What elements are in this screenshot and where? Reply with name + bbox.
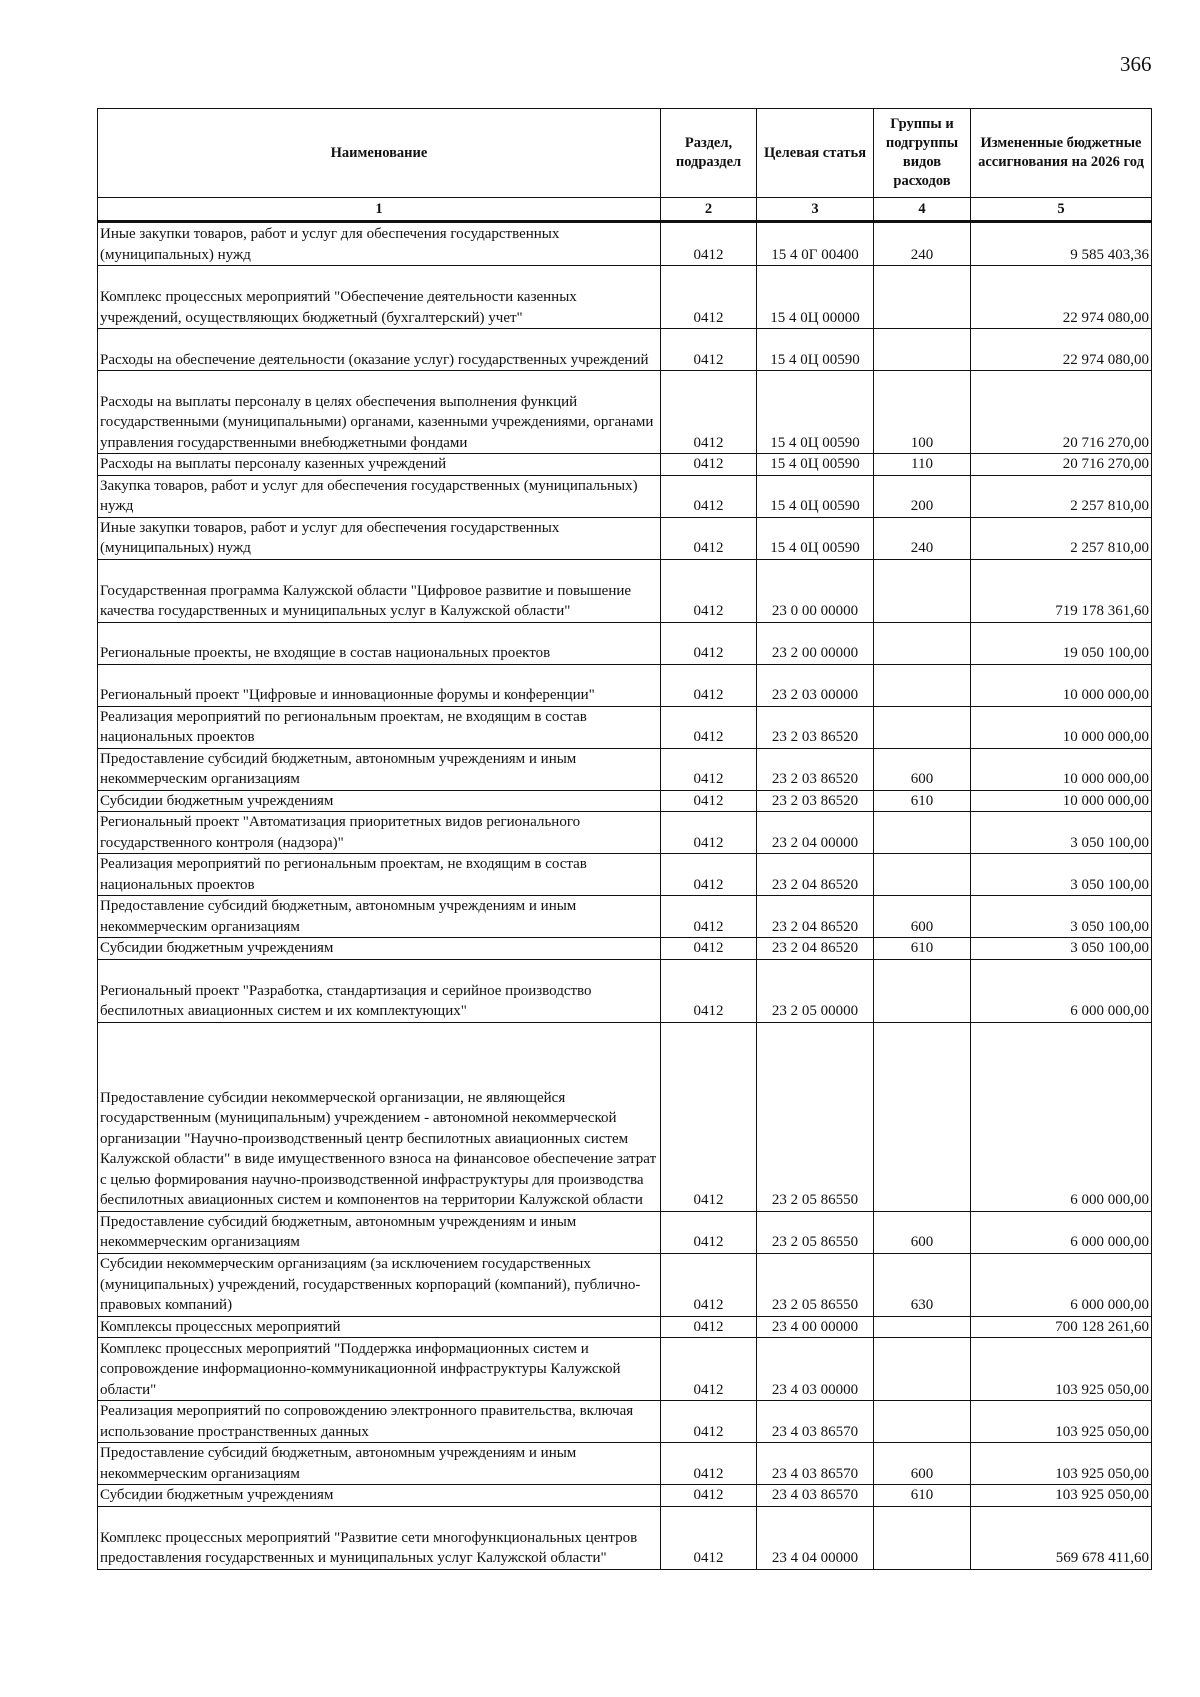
row-amount: 10 000 000,00 xyxy=(971,790,1152,812)
row-section: 0412 xyxy=(661,1443,757,1485)
row-section: 0412 xyxy=(661,622,757,664)
page-number: 366 xyxy=(1120,52,1152,76)
row-name: Реализация мероприятий по региональным проектам, не входящим в состав национальных проектов xyxy=(98,706,661,748)
row-amount: 22 974 080,00 xyxy=(971,266,1152,329)
row-article: 23 2 03 86520 xyxy=(757,790,874,812)
table-row xyxy=(98,790,1152,812)
row-name: Региональный проект "Цифровые и инновационные форумы и конференции" xyxy=(98,664,661,706)
row-article: 23 4 03 86570 xyxy=(757,1485,874,1507)
row-group xyxy=(874,854,971,896)
row-article: 23 0 00 00000 xyxy=(757,559,874,622)
row-group: 110 xyxy=(874,454,971,476)
table-row xyxy=(98,1211,1152,1253)
row-amount: 10 000 000,00 xyxy=(971,664,1152,706)
table-row xyxy=(98,371,1152,454)
row-name: Субсидии бюджетным учреждениям xyxy=(98,938,661,960)
row-article: 23 4 03 86570 xyxy=(757,1401,874,1443)
table-row xyxy=(98,812,1152,854)
row-group xyxy=(874,559,971,622)
row-amount: 103 925 050,00 xyxy=(971,1401,1152,1443)
table-row xyxy=(98,1443,1152,1485)
row-group xyxy=(874,1401,971,1443)
row-amount: 2 257 810,00 xyxy=(971,475,1152,517)
row-amount: 103 925 050,00 xyxy=(971,1443,1152,1485)
row-amount: 3 050 100,00 xyxy=(971,854,1152,896)
row-section: 0412 xyxy=(661,517,757,559)
table-row xyxy=(98,959,1152,1022)
row-amount: 719 178 361,60 xyxy=(971,559,1152,622)
row-group: 630 xyxy=(874,1253,971,1316)
table-row xyxy=(98,1253,1152,1316)
row-article: 15 4 0Ц 00590 xyxy=(757,517,874,559)
row-group xyxy=(874,1506,971,1569)
table-row xyxy=(98,559,1152,622)
header-article: Целевая статья xyxy=(757,109,874,198)
row-name: Расходы на выплаты персоналу казенных учреждений xyxy=(98,454,661,476)
row-group xyxy=(874,266,971,329)
row-amount: 3 050 100,00 xyxy=(971,812,1152,854)
table-row xyxy=(98,1316,1152,1338)
row-name: Закупка товаров, работ и услуг для обеспечения государственных (муниципальных) нужд xyxy=(98,475,661,517)
row-article: 23 2 03 86520 xyxy=(757,706,874,748)
row-name: Предоставление субсидии некоммерческой организации, не являющейся государственным (муниципальным) учреждением - автономной некоммерческой организации "Научно-производственный центр беспилотных авиационных систем Калужской области" в виде имущественного взноса на финансовое обеспечение затрат с целью формирования научно-производственной инфраструктуры для производства беспилотных авиационных систем и компонентов на территории Калужской области xyxy=(98,1022,661,1211)
row-article: 15 4 0Ц 00590 xyxy=(757,454,874,476)
header-row xyxy=(98,109,1152,198)
row-section: 0412 xyxy=(661,1338,757,1401)
row-group xyxy=(874,664,971,706)
row-amount: 19 050 100,00 xyxy=(971,622,1152,664)
row-article: 23 2 03 00000 xyxy=(757,664,874,706)
row-section: 0412 xyxy=(661,559,757,622)
row-amount: 103 925 050,00 xyxy=(971,1338,1152,1401)
table-row xyxy=(98,1022,1152,1211)
row-section: 0412 xyxy=(661,266,757,329)
column-number: 4 xyxy=(874,198,971,222)
row-amount: 20 716 270,00 xyxy=(971,454,1152,476)
table-row xyxy=(98,222,1152,266)
row-group: 610 xyxy=(874,790,971,812)
row-group xyxy=(874,329,971,371)
row-name: Государственная программа Калужской области "Цифровое развитие и повышение качества государственных и муниципальных услуг в Калужской области" xyxy=(98,559,661,622)
row-article: 15 4 0Ц 00000 xyxy=(757,266,874,329)
row-article: 23 2 04 86520 xyxy=(757,854,874,896)
row-name: Комплекс процессных мероприятий "Развитие сети многофункциональных центров предоставления государственных и муниципальных услуг Калужской области" xyxy=(98,1506,661,1569)
row-article: 23 4 04 00000 xyxy=(757,1506,874,1569)
table-row xyxy=(98,1485,1152,1507)
row-article: 23 4 00 00000 xyxy=(757,1316,874,1338)
row-amount: 3 050 100,00 xyxy=(971,938,1152,960)
row-section: 0412 xyxy=(661,1401,757,1443)
row-amount: 3 050 100,00 xyxy=(971,896,1152,938)
row-section: 0412 xyxy=(661,1022,757,1211)
row-name: Предоставление субсидий бюджетным, автономным учреждениям и иным некоммерческим организациям xyxy=(98,896,661,938)
row-name: Реализация мероприятий по региональным проектам, не входящим в состав национальных проектов xyxy=(98,854,661,896)
row-name: Субсидии некоммерческим организациям (за исключением государственных (муниципальных) учреждений, государственных корпораций (компаний), публично-правовых компаний) xyxy=(98,1253,661,1316)
row-section: 0412 xyxy=(661,371,757,454)
row-group: 600 xyxy=(874,896,971,938)
row-article: 23 2 05 00000 xyxy=(757,959,874,1022)
row-group: 240 xyxy=(874,517,971,559)
row-section: 0412 xyxy=(661,475,757,517)
row-section: 0412 xyxy=(661,1253,757,1316)
row-section: 0412 xyxy=(661,896,757,938)
column-number: 1 xyxy=(98,198,661,222)
row-amount: 700 128 261,60 xyxy=(971,1316,1152,1338)
row-name: Комплексы процессных мероприятий xyxy=(98,1316,661,1338)
row-group: 200 xyxy=(874,475,971,517)
row-article: 23 4 03 86570 xyxy=(757,1443,874,1485)
row-article: 23 2 04 86520 xyxy=(757,938,874,960)
row-article: 23 4 03 00000 xyxy=(757,1338,874,1401)
row-section: 0412 xyxy=(661,454,757,476)
row-section: 0412 xyxy=(661,329,757,371)
row-amount: 6 000 000,00 xyxy=(971,1211,1152,1253)
row-section: 0412 xyxy=(661,748,757,790)
row-amount: 103 925 050,00 xyxy=(971,1485,1152,1507)
row-name: Комплекс процессных мероприятий "Обеспечение деятельности казенных учреждений, осуществляющих бюджетный (бухгалтерский) учет" xyxy=(98,266,661,329)
row-amount: 20 716 270,00 xyxy=(971,371,1152,454)
header-name: Наименование xyxy=(98,109,661,198)
row-section: 0412 xyxy=(661,1485,757,1507)
table-row xyxy=(98,329,1152,371)
row-section: 0412 xyxy=(661,812,757,854)
row-group: 240 xyxy=(874,222,971,266)
table-row xyxy=(98,517,1152,559)
table-row xyxy=(98,1401,1152,1443)
table-row xyxy=(98,896,1152,938)
row-name: Расходы на выплаты персоналу в целях обеспечения выполнения функций государственными (муниципальными) органами, казенными учреждениями, органами управления государственными внебюджетными фондами xyxy=(98,371,661,454)
row-section: 0412 xyxy=(661,1211,757,1253)
row-section: 0412 xyxy=(661,664,757,706)
row-article: 15 4 0Ц 00590 xyxy=(757,371,874,454)
row-section: 0412 xyxy=(661,790,757,812)
row-name: Иные закупки товаров, работ и услуг для обеспечения государственных (муниципальных) нужд xyxy=(98,222,661,266)
row-group: 610 xyxy=(874,938,971,960)
row-group: 100 xyxy=(874,371,971,454)
row-name: Предоставление субсидий бюджетным, автономным учреждениям и иным некоммерческим организациям xyxy=(98,1443,661,1485)
row-article: 23 2 03 86520 xyxy=(757,748,874,790)
row-group xyxy=(874,812,971,854)
row-article: 23 2 05 86550 xyxy=(757,1022,874,1211)
row-name: Субсидии бюджетным учреждениям xyxy=(98,1485,661,1507)
row-amount: 6 000 000,00 xyxy=(971,1253,1152,1316)
row-name: Реализация мероприятий по сопровождению электронного правительства, включая использование пространственных данных xyxy=(98,1401,661,1443)
row-section: 0412 xyxy=(661,854,757,896)
header-amount: Измененные бюджетные ассигнования на 2026 год xyxy=(971,109,1152,198)
row-name: Субсидии бюджетным учреждениям xyxy=(98,790,661,812)
row-amount: 569 678 411,60 xyxy=(971,1506,1152,1569)
table-row xyxy=(98,1338,1152,1401)
row-group xyxy=(874,1338,971,1401)
table-row xyxy=(98,748,1152,790)
table-row xyxy=(98,454,1152,476)
row-group xyxy=(874,1316,971,1338)
header-groups: Группы и подгруппы видов расходов xyxy=(874,109,971,198)
row-group: 600 xyxy=(874,748,971,790)
row-article: 23 2 04 00000 xyxy=(757,812,874,854)
table-row xyxy=(98,664,1152,706)
row-amount: 6 000 000,00 xyxy=(971,1022,1152,1211)
row-section: 0412 xyxy=(661,1316,757,1338)
row-amount: 10 000 000,00 xyxy=(971,706,1152,748)
row-amount: 9 585 403,36 xyxy=(971,222,1152,266)
row-article: 15 4 0Ц 00590 xyxy=(757,329,874,371)
row-section: 0412 xyxy=(661,1506,757,1569)
row-section: 0412 xyxy=(661,938,757,960)
row-amount: 10 000 000,00 xyxy=(971,748,1152,790)
row-section: 0412 xyxy=(661,706,757,748)
row-article: 23 2 05 86550 xyxy=(757,1211,874,1253)
row-group xyxy=(874,706,971,748)
row-amount: 2 257 810,00 xyxy=(971,517,1152,559)
row-group: 610 xyxy=(874,1485,971,1507)
row-article: 15 4 0Г 00400 xyxy=(757,222,874,266)
header-section: Раздел, подраздел xyxy=(661,109,757,198)
row-article: 23 2 05 86550 xyxy=(757,1253,874,1316)
row-name: Региональный проект "Автоматизация приоритетных видов регионального государственного контроля (надзора)" xyxy=(98,812,661,854)
row-group: 600 xyxy=(874,1443,971,1485)
column-number-row xyxy=(98,198,1152,222)
column-number: 5 xyxy=(971,198,1152,222)
row-name: Региональный проект "Разработка, стандартизация и серийное производство беспилотных авиационных систем и их комплектующих" xyxy=(98,959,661,1022)
row-section: 0412 xyxy=(661,222,757,266)
table-row xyxy=(98,706,1152,748)
table-row xyxy=(98,266,1152,329)
table-row xyxy=(98,622,1152,664)
row-section: 0412 xyxy=(661,959,757,1022)
table-row xyxy=(98,938,1152,960)
row-name: Предоставление субсидий бюджетным, автономным учреждениям и иным некоммерческим организациям xyxy=(98,748,661,790)
column-number: 2 xyxy=(661,198,757,222)
column-number: 3 xyxy=(757,198,874,222)
row-group: 600 xyxy=(874,1211,971,1253)
table-row xyxy=(98,1506,1152,1569)
row-article: 15 4 0Ц 00590 xyxy=(757,475,874,517)
row-name: Иные закупки товаров, работ и услуг для обеспечения государственных (муниципальных) нужд xyxy=(98,517,661,559)
row-name: Предоставление субсидий бюджетным, автономным учреждениям и иным некоммерческим организациям xyxy=(98,1211,661,1253)
row-amount: 22 974 080,00 xyxy=(971,329,1152,371)
row-group xyxy=(874,1022,971,1211)
table-row xyxy=(98,475,1152,517)
row-article: 23 2 00 00000 xyxy=(757,622,874,664)
budget-table xyxy=(97,108,1152,1570)
row-name: Региональные проекты, не входящие в состав национальных проектов xyxy=(98,622,661,664)
row-group xyxy=(874,622,971,664)
row-name: Комплекс процессных мероприятий "Поддержка информационных систем и сопровождение информационно-коммуникационной инфраструктуры Калужской области" xyxy=(98,1338,661,1401)
table-row xyxy=(98,854,1152,896)
row-group xyxy=(874,959,971,1022)
table-body xyxy=(98,222,1152,1570)
row-amount: 6 000 000,00 xyxy=(971,959,1152,1022)
row-name: Расходы на обеспечение деятельности (оказание услуг) государственных учреждений xyxy=(98,329,661,371)
row-article: 23 2 04 86520 xyxy=(757,896,874,938)
